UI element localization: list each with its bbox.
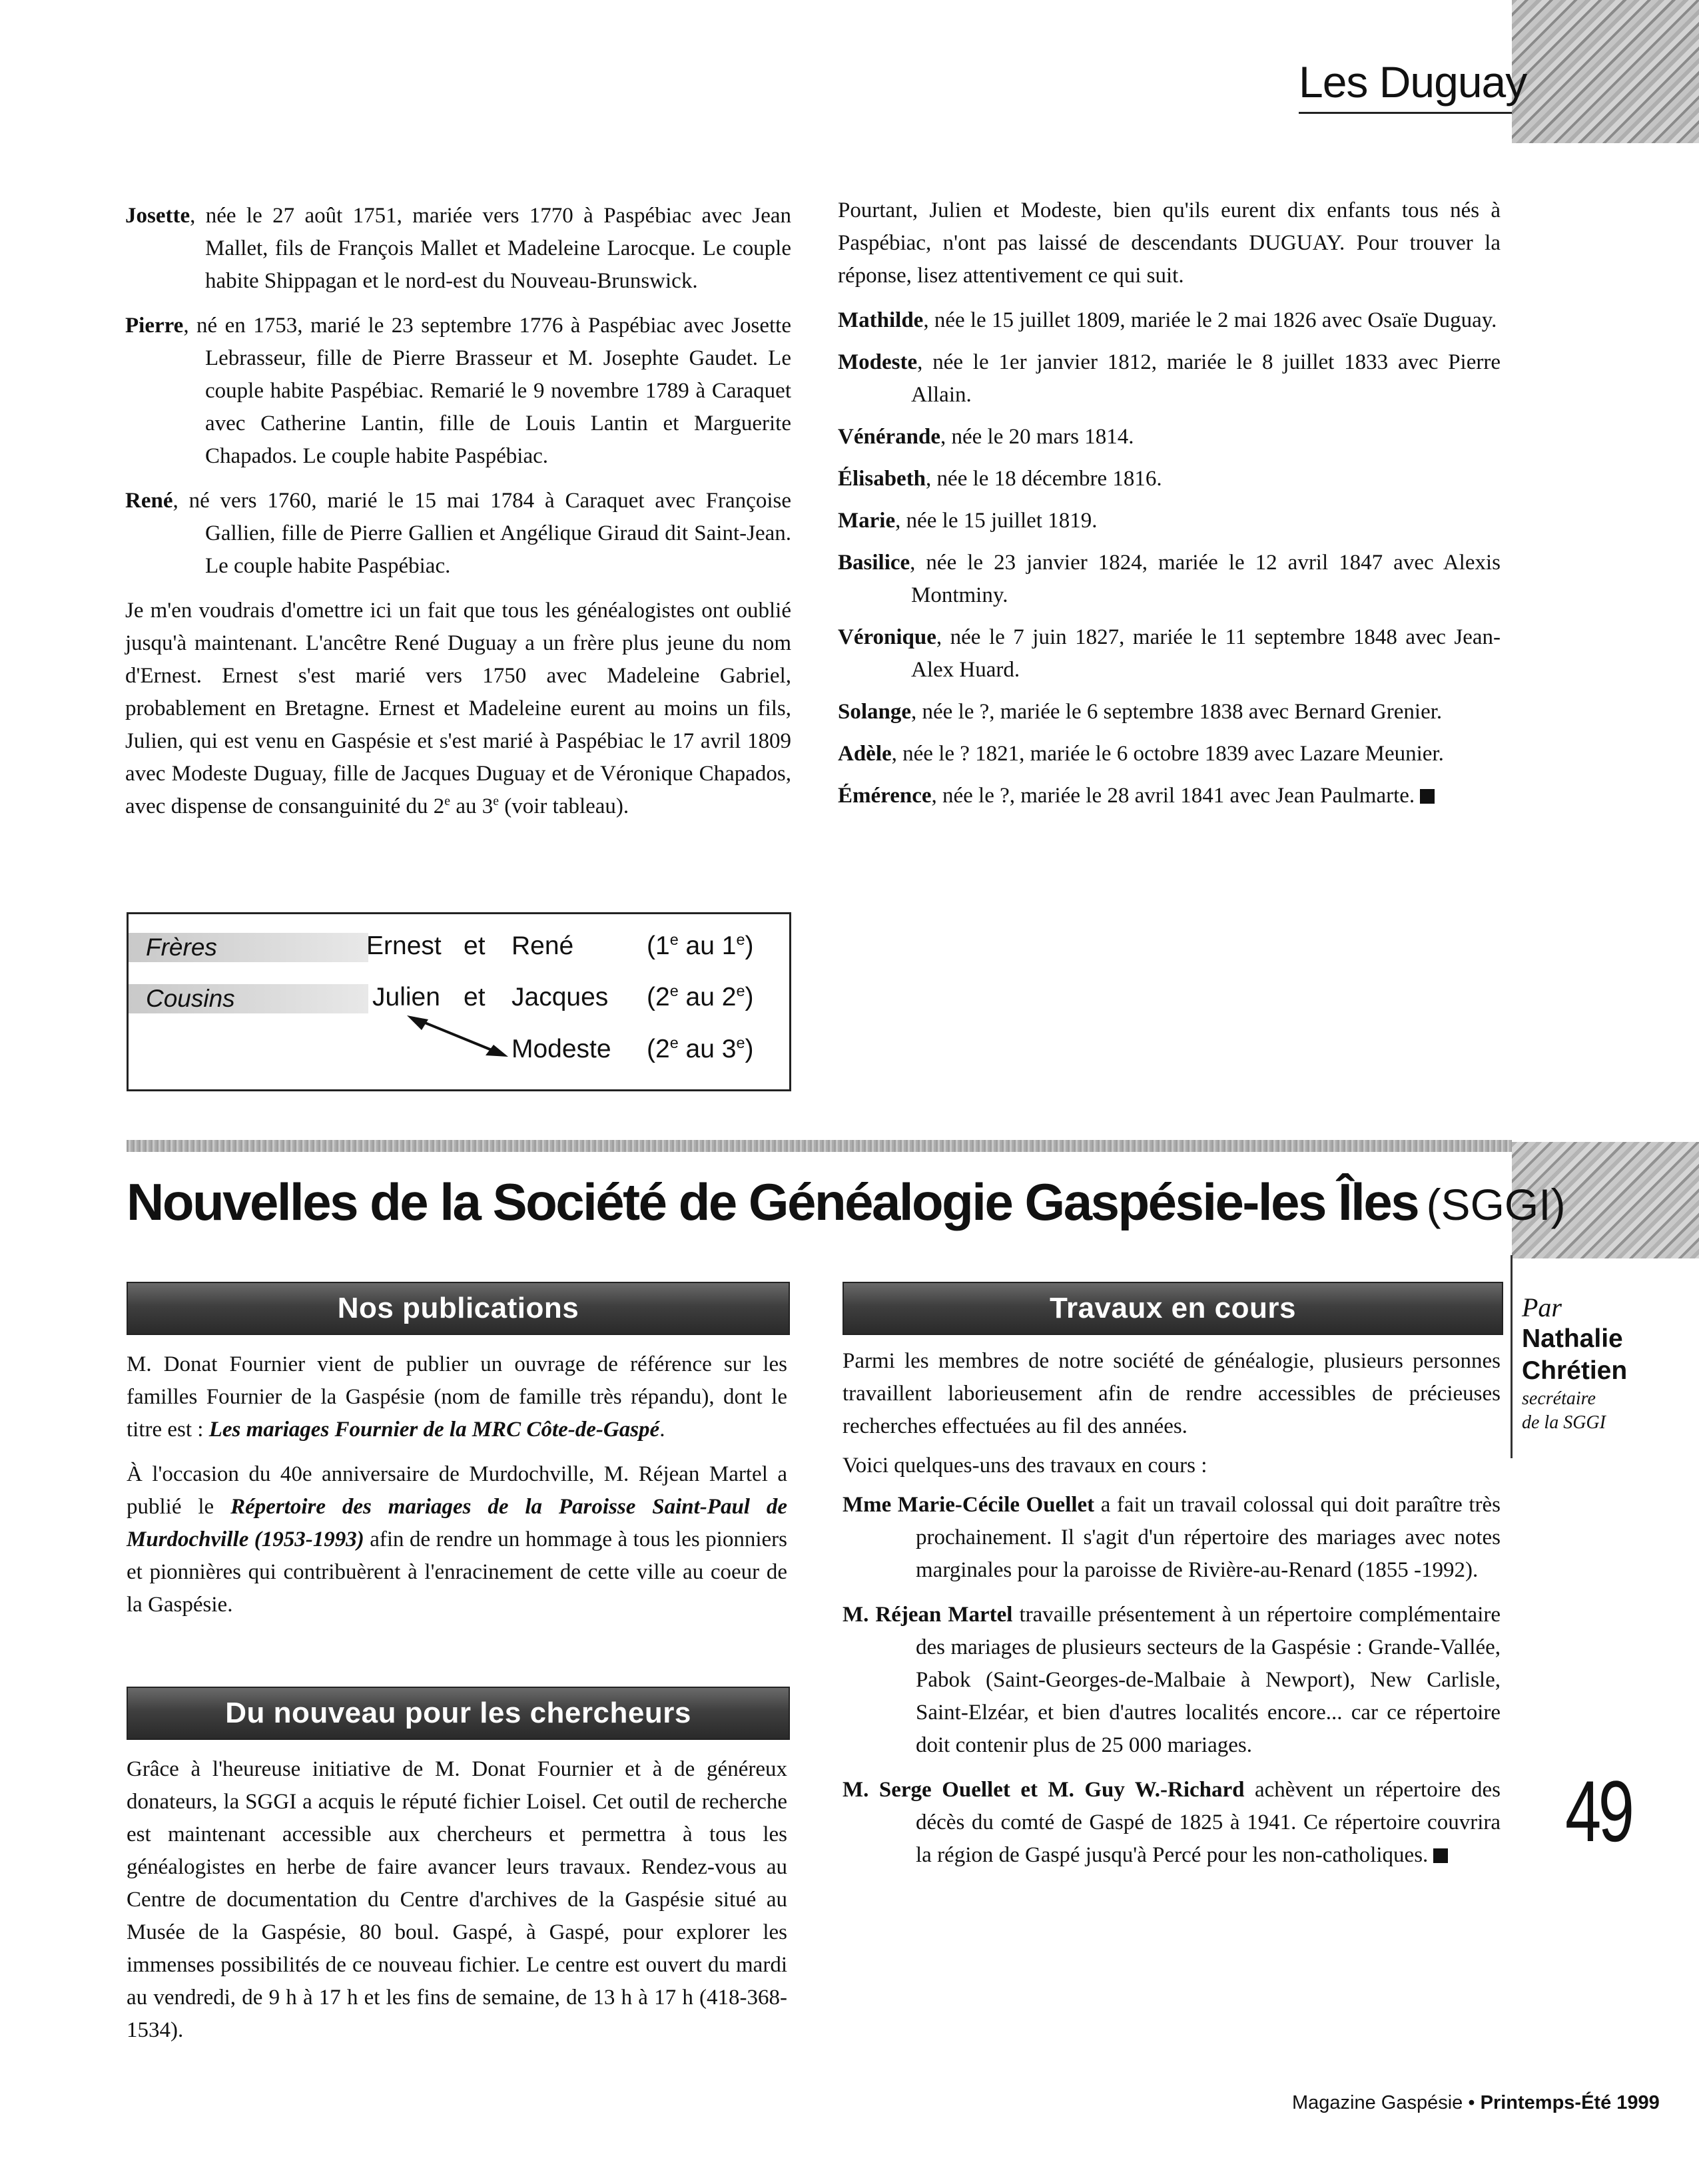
kinship-table [127,912,791,1091]
publications-text: M. Donat Fournier vient de publier un ouvrage de référence sur les familles Fournier de la Gaspésie (nom de famille très répandu), dont le titre est : Les mariages Fournier de la MRC Côte-de-Gaspé. À l'occasion du 40e anniversaire de Murdochville, M. Réjean Martel a publié le Répertoire des mariages de la Paroisse Saint-Paul de Murdochville (1953-1993) afin de rendre un hommage à tous les pionniers et pionnières qui contribuèrent à l'enracinement de cette ville au coeur de la Gaspésie. [127,1352,787,1617]
cell-degree: (2e au 3e) [647,1034,754,1063]
left-column [125,200,791,835]
cell-modeste: Modeste [511,1035,611,1063]
paragraph: Je m'en voudrais d'omettre ici un fait que tous les généalogistes ont oublié jusqu'à maintenant. L'ancêtre René Duguay a un frère plus jeune du nom d'Ernest. Ernest s'est marié vers 1750 avec Madeleine Gabriel, probablement en Bretagne. Ernest et Madeleine eurent au moins un fils, Julien, qui est venu en Gaspésie et s'est marié à Paspébiac le 17 avril 1809 avec Modeste Duguay, fille de Jacques Duguay et de Véronique Chapados, avec dispense de consanguinité du 2e au 3e (voir tableau). [125,599,791,818]
cell-ernest: Ernest [366,932,442,960]
page-header-title: Les Duguay [1299,57,1527,107]
section-heading-publications: Nos publications [127,1282,790,1335]
cell-et: et [464,983,486,1011]
section-title: Nouvelles de la Société de Généalogie Gaspésie-les Îles (SGGI) [127,1173,1566,1231]
double-arrow-icon [402,1013,515,1063]
child-entry: Émérence, née le ?, mariée le 28 avril 1841 avec Jean Paulmarte. [838,780,1501,812]
child-entry: Solange, née le ?, mariée le 6 septembre 1838 avec Bernard Grenier. [838,700,1443,724]
work-item: Mme Marie-Cécile Ouellet a fait un travail colossal qui doit paraître très prochainement. Il s'agit d'un répertoire des mariages avec notes marginales pour la paroisse de Rivière-au-Renard (1855 -1992). [843,1493,1501,1582]
section-heading-researchers: Du nouveau pour les chercheurs [127,1687,790,1740]
header-decoration [1512,0,1699,143]
child-entry: Basilice, née le 23 janvier 1824, mariée le 12 avril 1847 avec Alexis Montminy. [838,551,1501,607]
paragraph: Pourtant, Julien et Modeste, bien qu'ils eurent dix enfants tous nés à Paspébiac, n'ont pas laissé de descendants DUGUAY. Pour trouver la réponse, lisez attentivement ce qui suit. [838,198,1501,288]
child-entry: Adèle, née le ? 1821, mariée le 6 octobre 1839 avec Lazare Meunier. [838,742,1444,766]
end-square-icon [1420,789,1435,804]
row-label-freres: Frères [146,934,217,961]
child-entry: Véronique, née le 7 juin 1827, mariée le 11 septembre 1848 avec Jean-Alex Huard. [838,625,1501,682]
genealogy-entry: Josette, née le 27 août 1751, mariée vers 1770 à Paspébiac avec Jean Mallet, fils de François Mallet et Madeleine Larocque. Le couple habite Shippagan et le nord-est du Nouveau-Brunswick. [125,204,791,293]
page-number: 49 [1565,1763,1632,1860]
work-item: M. Serge Ouellet et M. Guy W.-Richard achèvent un répertoire des décès du comté de Gaspé de 1825 à 1941. Ce répertoire couvrira la région de Gaspé jusqu'à Percé pour les non-catholiques. [843,1778,1501,1867]
right-column [838,194,1501,822]
child-entry: Élisabeth, née le 18 décembre 1816. [838,467,1162,491]
work-item: M. Réjean Martel travaille présentement à un répertoire complémentaire des mariages de plusieurs secteurs de la Gaspésie : Grande-Vallée, Pabok (Saint-Georges-de-Malbaie à Newport), New Carlisle, Saint-Elzéar, et bien d'autres localités encore... car ce répertoire doit contenir plus de 25 000 mariages. [843,1603,1501,1757]
child-entry: Vénérande, née le 20 mars 1814. [838,425,1134,449]
child-entry: Mathilde, née le 15 juillet 1809, mariée le 2 mai 1826 avec Osaïe Duguay. [838,308,1497,332]
cell-julien: Julien [372,983,440,1011]
child-entry: Marie, née le 15 juillet 1819. [838,509,1098,533]
researchers-text: Grâce à l'heureuse initiative de M. Donat Fournier et à de généreux donateurs, la SGGI a acquis le réputé fichier Loisel. Cet outil de recherche est maintenant accessible aux chercheurs et permettra à tous les généalogistes en herbe de faire avancer leurs travaux. Rendez-vous au Centre de documentation du Centre d'archives de la Gaspésie situé au Musée de la Gaspésie, 80 boul. Gaspé, à Gaspé, pour explorer les immenses possibilités de ce nouveau fichier. Le centre est ouvert du mardi au vendredi, de 9 h à 17 h et les fins de semaine, de 13 h à 17 h (418-368-1534). [127,1757,787,2042]
byline-rule [1511,1255,1513,1458]
cell-rene: René [511,932,574,960]
section-divider [127,1140,1512,1152]
genealogy-entry: Pierre, né en 1753, marié le 23 septembre 1776 à Paspébiac avec Josette Lebrasseur, fille de Pierre Brasseur et M. Josephte Gaudet. Le couple habite Paspébiac. Remarié le 9 novembre 1789 à Caraquet avec Catherine Lantin, fille de Louis Lantin et Marguerite Chapados. Le couple habite Paspébiac. [125,314,791,468]
section-heading-work: Travaux en cours [843,1282,1503,1335]
row-label-cousins: Cousins [146,985,235,1012]
cell-jacques: Jacques [511,983,609,1011]
byline: Par Nathalie Chrétien secrétaire de la SGGI [1522,1292,1628,1433]
cell-et: et [464,932,486,960]
child-entry: Modeste, née le 1er janvier 1812, mariée le 8 juillet 1833 avec Pierre Allain. [838,350,1501,407]
genealogy-entry: René, né vers 1760, marié le 15 mai 1784 à Caraquet avec Françoise Gallien, fille de Pierre Gallien et Angélique Giraud dit Saint-Jean. Le couple habite Paspébiac. [125,489,791,578]
header-rule [1299,112,1512,114]
footer: Magazine Gaspésie • Printemps-Été 1999 [1292,2092,1660,2113]
work-text: Parmi les membres de notre société de généalogie, plusieurs personnes travaillent laborieusement afin de rendre accessibles de précieuses recherches effectuées au fil des années. Voici quelques-uns des travaux en cours : Mme Marie-Cécile Ouellet a fait un travail colossal qui doit paraître très prochainement. Il s'agit d'un répertoire des mariages avec notes marginales pour la paroisse de Rivière-au-Renard (1855 -1992). M. Réjean Martel travaille présentement à un répertoire complémentaire des mariages de plusieurs secteurs de la Gaspésie : Grande-Vallée, Pabok (Saint-Georges-de-Malbaie à Newport), New Carlisle, Saint-Elzéar, et bien d'autres localités encore... car ce répertoire doit contenir plus de 25 000 mariages. M. Serge Ouellet et M. Guy W.-Richard achèvent un répertoire des décès du comté de Gaspé de 1825 à 1941. Ce répertoire couvrira la région de Gaspé jusqu'à Percé pour les non-catholiques. [843,1345,1501,1884]
cell-degree: (2e au 2e) [647,982,754,1011]
end-square-icon [1433,1848,1448,1863]
cell-degree: (1e au 1e) [647,931,754,960]
